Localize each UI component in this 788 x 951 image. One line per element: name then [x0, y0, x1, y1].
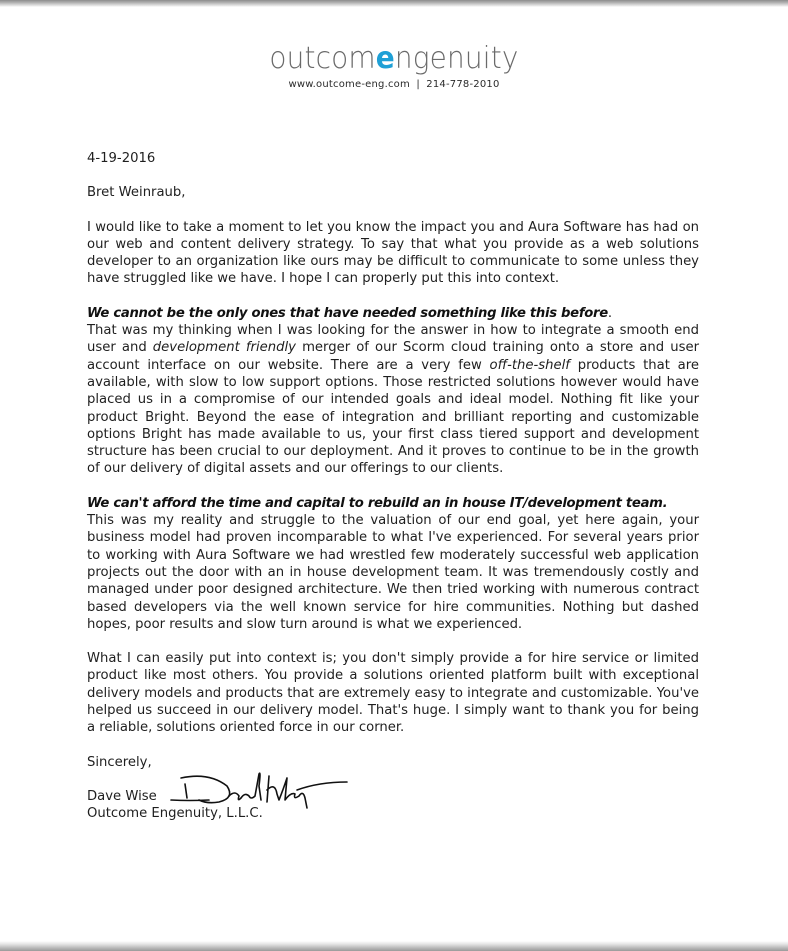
- signer-company: Outcome Engenuity, L.L.C.: [87, 806, 263, 822]
- signature-block: [87, 788, 699, 823]
- section-2-heading: [87, 495, 699, 512]
- letter-body: [87, 150, 699, 823]
- section-1-text-a: That was my thinking when I was looking for the answer in how to integrate a smooth end user and: [87, 323, 699, 356]
- section-2-heading-text: We can't afford the time and capital to rebuild an in house IT/development team.: [87, 495, 668, 511]
- section-1-text-b: merger of our Scorm cloud training onto a store and user account interface on our website. There are a very few: [87, 340, 699, 373]
- section-1-paragraph: [87, 322, 699, 478]
- closing: Sincerely,: [87, 754, 152, 770]
- section-1-text-c: products that are available, with slow to low support options. Those restricted solutions however would have placed us in a compromise of our intended goals and ideal model. Nothing fit like your product Bright. Beyond the ease of integration and brilliant reporting and customizable options Bright has made available to us, your first class tiered support and development structure has been crucial to our deployment. And it proves to continue to be in the growth of our delivery of digital assets and our offerings to our clients.: [87, 357, 699, 477]
- letterhead: [0, 42, 788, 90]
- logo-text-suffix: ngenuity: [394, 41, 519, 76]
- section-1-emphasis-a: development friendly: [152, 340, 296, 356]
- section-1-emphasis-b: off-the-shelf: [489, 357, 570, 373]
- salutation: Bret Weinraub,: [87, 185, 186, 201]
- website-link[interactable]: www.outcome-eng.com: [288, 79, 410, 90]
- section-1-heading: [87, 305, 699, 322]
- section-1-heading-period: .: [607, 305, 613, 321]
- bottom-page-edge: [0, 941, 788, 951]
- contact-separator: |: [416, 79, 420, 90]
- intro-paragraph: I would like to take a moment to let you know the impact you and Aura Software has had on our web and content delivery strategy. To say that what you provide as a web solutions developer to an organization like ours may be difficult to communicate to some unless they have struggled like we have. I hope I can properly put this into context.: [87, 219, 699, 287]
- contact-line: [0, 79, 788, 90]
- section-2-paragraph: This was my reality and struggle to the valuation of our end goal, yet here again, your business model had proven incomparable to what I've experienced. For several years prior to working with Aura Software we had wrestled few moderately successful web application projects out the door with an in house development team. It was tremendously costly and managed under poor designed architecture. We then tried working with numerous contract based developers via the well known service for hire communities. Nothing but dashed hopes, poor results and slow turn around is what we experienced.: [87, 513, 699, 632]
- conclusion-paragraph: What I can easily put into context is; you don't simply provide a for hire service or limited product like most others. You provide a solutions oriented platform built with exceptional delivery models and products that are extremely easy to integrate and customizable. You've helped us succeed in our delivery model. That's huge. I simply want to thank you for being a reliable, solutions oriented force in our corner.: [87, 651, 699, 736]
- phone-number: 214-778-2010: [426, 79, 500, 90]
- section-1-heading-text: We cannot be the only ones that have needed something like this before: [87, 305, 608, 321]
- letter-date: 4-19-2016: [87, 151, 156, 166]
- company-logo: [269, 42, 518, 76]
- top-page-edge: [0, 0, 788, 7]
- signer-name: Dave Wise: [87, 788, 157, 804]
- handwritten-signature-icon: [169, 768, 349, 812]
- logo-text-prefix: outcom: [269, 41, 376, 76]
- logo-accent-letter: e: [375, 41, 395, 76]
